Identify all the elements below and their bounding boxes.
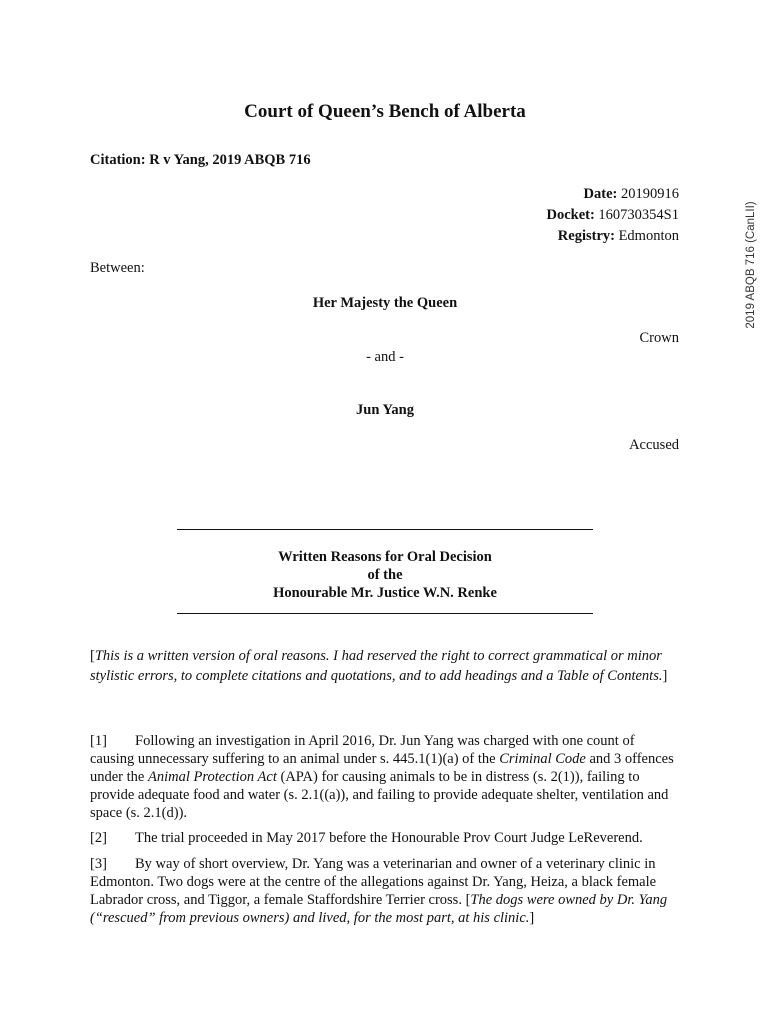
docket-value: 160730354S1: [598, 207, 679, 223]
reasons-line-1: Written Reasons for Oral Decision: [278, 549, 492, 565]
statute-animal-protection-act: Animal Protection Act: [147, 769, 277, 785]
paragraph-number: [3]: [90, 856, 107, 872]
reasons-heading: [0, 548, 770, 602]
paragraph-text: Following an investigation in April 2016, Dr. Jun Yang was charged with one count of causing unnecessary suffering to an animal under s. 445.1(1)(a) of the: [90, 733, 635, 767]
accused-role: Accused: [629, 437, 679, 453]
docket-label: Docket:: [546, 207, 595, 223]
decision-date: [584, 184, 679, 205]
date-label: Date:: [583, 186, 618, 202]
docket-number: [546, 205, 679, 226]
between-label: Between:: [90, 260, 145, 276]
registry: [558, 226, 679, 247]
paragraph-2: [90, 829, 680, 847]
registry-value: Edmonton: [618, 228, 679, 244]
paragraph-text: By way of short overview, Dr. Yang was a veterinarian and owner of a veterinary clinic in Edmonton. Two dogs were at the centre of the allegations against Dr. Yang, Heiza, a black female Labrador cross, and Tiggor, a female Staffordshire Terrier cross. [: [90, 856, 657, 908]
paragraph-italic-text: The dogs were owned by Dr. Yang (“rescued” from previous owners) and lived, for the most part, at his clinic.: [90, 892, 668, 926]
editorial-note: [90, 646, 680, 686]
date-value: 20190916: [621, 186, 679, 202]
reasons-line-3: Honourable Mr. Justice W.N. Renke: [273, 585, 497, 601]
court-title: Court of Queen’s Bench of Alberta: [244, 101, 526, 122]
accused-party-name: Jun Yang: [356, 402, 414, 418]
paragraph-text: The trial proceeded in May 2017 before the Honourable Prov Court Judge LeReverend.: [135, 830, 643, 846]
paragraph-number: [1]: [90, 733, 107, 749]
paragraph-text: and 3 offences under the: [90, 751, 674, 785]
canlii-side-stamp: 2019 ABQB 716 (CanLII): [745, 201, 757, 329]
reasons-line-2: of the: [367, 567, 403, 583]
crown-role: Crown: [639, 330, 679, 346]
crown-party-name: Her Majesty the Queen: [312, 295, 458, 311]
paragraph-3: [90, 855, 680, 927]
paragraph-number: [2]: [90, 830, 107, 846]
and-separator: - and -: [366, 349, 404, 365]
top-divider: [177, 529, 593, 530]
paragraph-text: (APA) for causing animals to be in distress (s. 2(1)), failing to provide adequate food and water (s. 2.1((a)), and failing to provide adequate shelter, ventilation and space (s. 2.1(d)).: [90, 769, 669, 821]
registry-label: Registry:: [557, 228, 615, 244]
note-text: This is a written version of oral reasons. I had reserved the right to correct grammatical or minor stylistic errors, to complete citations and quotations, and to add headings and a Table of Contents.: [90, 648, 663, 684]
paragraph-1: [90, 732, 680, 822]
note-close-bracket: ]: [662, 668, 668, 684]
note-open-bracket: [: [90, 648, 95, 664]
statute-criminal-code: Criminal Code: [499, 751, 586, 767]
paragraph-text: ]: [529, 910, 535, 926]
bottom-divider: [177, 613, 593, 614]
citation: Citation: R v Yang, 2019 ABQB 716: [90, 152, 311, 168]
